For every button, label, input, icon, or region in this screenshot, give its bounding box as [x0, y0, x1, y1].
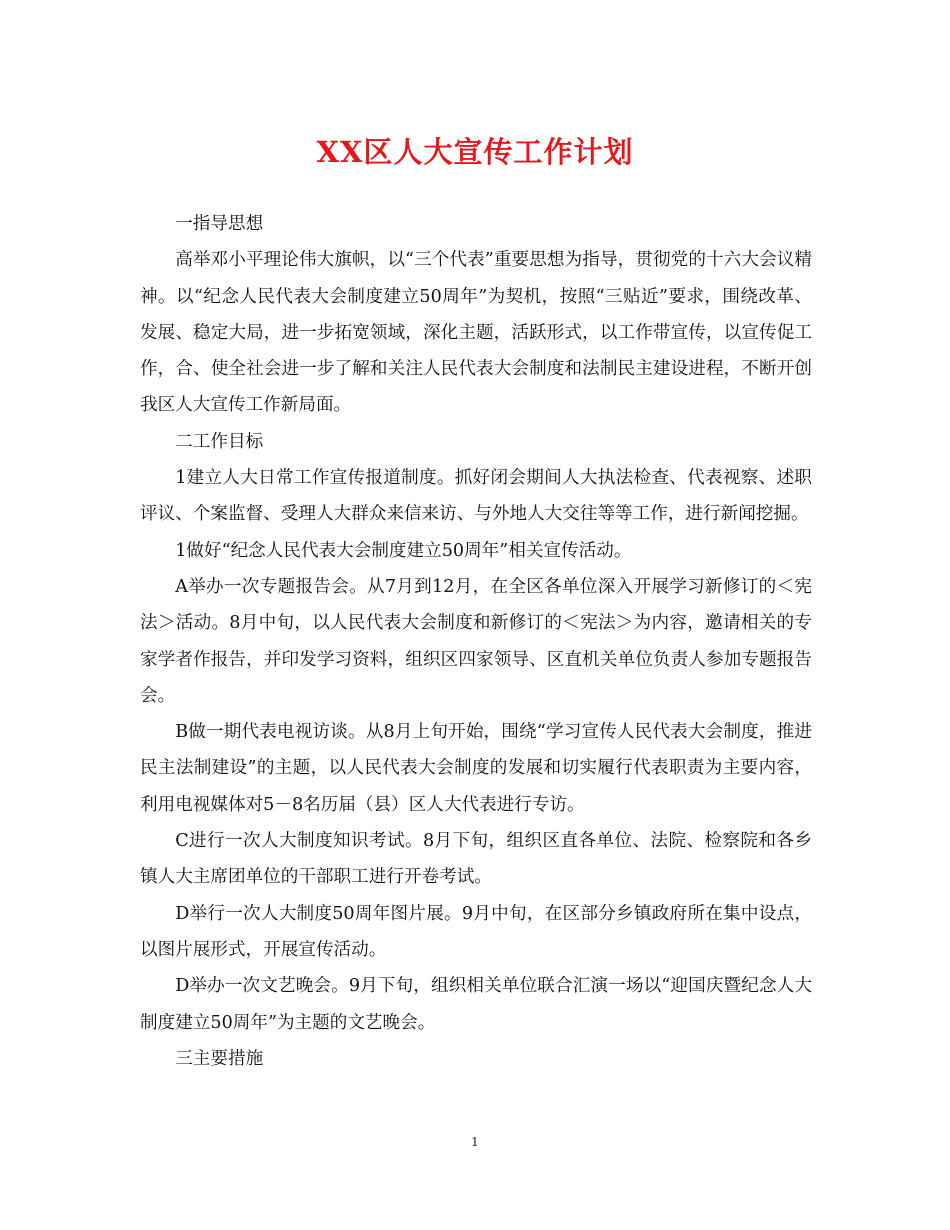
- section-heading-work-goals: 二工作目标: [175, 431, 264, 452]
- paragraph-activity-d-gala: D举办一次文艺晚会。9月下旬，组织相关单位联合汇演一场以“迎国庆暨纪念人大制度建立50周年”为主题的文艺晚会。: [140, 976, 812, 1033]
- paragraph-activity-a: A举办一次专题报告会。从7月到12月，在全区各单位深入开展学习新修订的＜宪法＞活动。8月中旬，以人民代表大会制度和新修订的＜宪法＞为内容，邀请相关的专家学者作报告，并印发学习资料，组织区四家领导、区直机关单位负责人参加专题报告会。: [140, 576, 812, 706]
- paragraph-goal-anniversary-activities: 1做好“纪念人民代表大会制度建立50周年”相关宣传活动。: [175, 540, 632, 561]
- paragraph-activity-c: C进行一次人大制度知识考试。8月下旬，组织区直各单位、法院、检察院和各乡镇人大主席团单位的干部职工进行开卷考试。: [140, 831, 812, 888]
- section-heading-guiding-ideology: 一指导思想: [175, 214, 264, 234]
- paragraph-goal-reporting-system: 1建立人大日常工作宣传报道制度。抓好闭会期间人大执法检查、代表视察、述职评议、个案监督、受理人大群众来信来访、与外地人大交往等等工作，进行新闻挖掘。: [140, 468, 812, 525]
- page-number: 1: [471, 1135, 479, 1149]
- paragraph-activity-b: B做一期代表电视访谈。从8月上旬开始，围绕“学习宣传人民代表大会制度，推进民主法制建设”的主题，以人民代表大会制度的发展和切实履行代表职责为主要内容，利用电视媒体对5－8名历届（县）区人大代表进行专访。: [140, 722, 812, 815]
- paragraph-activity-d-exhibition: D举行一次人大制度50周年图片展。9月中旬，在区部分乡镇政府所在集中设点，以图片展形式，开展宣传活动。: [140, 903, 812, 960]
- section-heading-main-measures: 三主要措施: [175, 1048, 264, 1069]
- paragraph-guiding-ideology: 高举邓小平理论伟大旗帜，以“三个代表”重要思想为指导，贯彻党的十六大会议精神。以“纪念人民代表大会制度建立50周年”为契机，按照“三贴近”要求，围绕改革、发展、稳定大局，进一步拓宽领域，深化主题，活跃形式，以工作带宣传，以宣传促工作，合、使全社会进一步了解和关注人民代表大会制度和法制民主建设进程，不断开创我区人大宣传工作新局面。: [140, 250, 812, 416]
- document-title: XX区人大宣传工作计划: [316, 135, 634, 169]
- document-body: [140, 206, 812, 1077]
